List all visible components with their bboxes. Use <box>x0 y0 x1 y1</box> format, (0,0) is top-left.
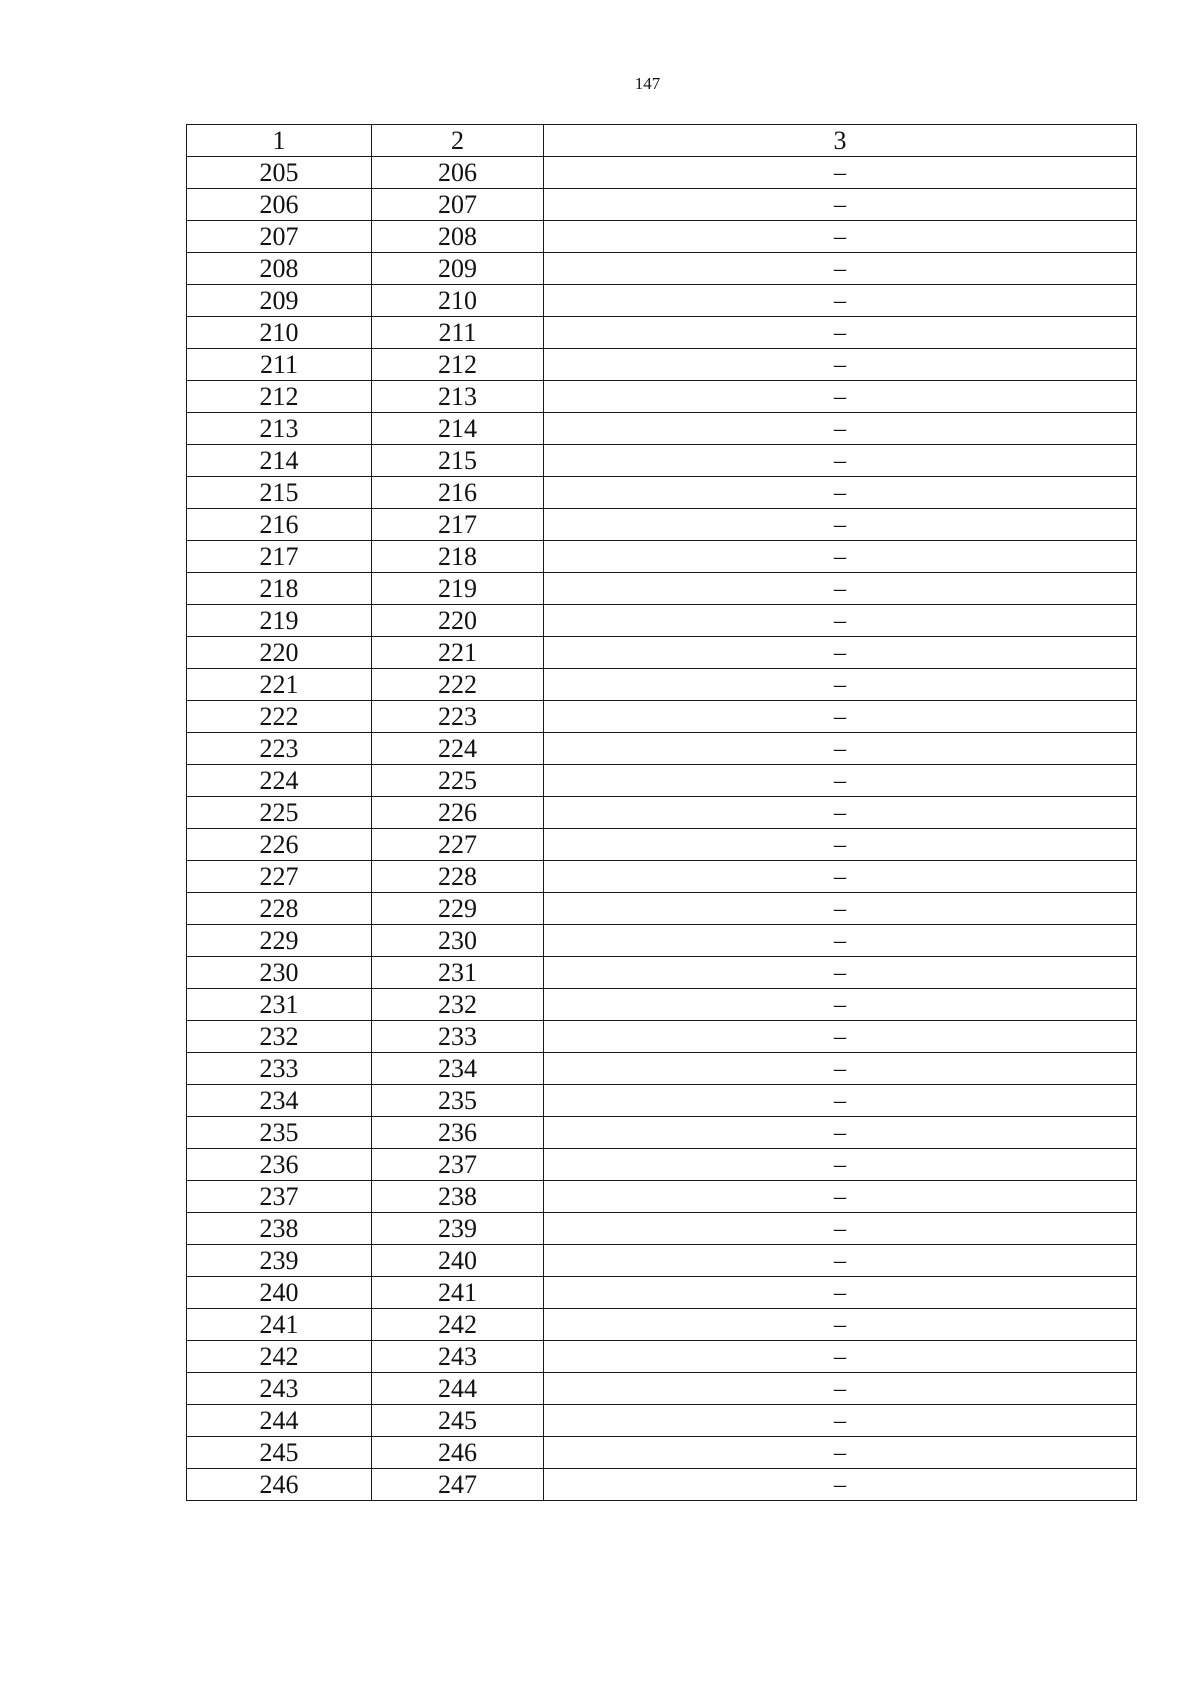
data-table <box>186 124 1137 1501</box>
cell-col-2: 227 <box>372 829 544 861</box>
cell-col-2: 211 <box>372 317 544 349</box>
data-table-container <box>186 124 1137 1501</box>
cell-col-2: 230 <box>372 925 544 957</box>
cell-col-1: 219 <box>187 605 372 637</box>
cell-col-2: 224 <box>372 733 544 765</box>
cell-col-3: – <box>544 445 1137 477</box>
cell-col-1: 212 <box>187 381 372 413</box>
cell-col-1: 240 <box>187 1277 372 1309</box>
table-row <box>187 893 1137 925</box>
table-row <box>187 701 1137 733</box>
cell-col-1: 216 <box>187 509 372 541</box>
cell-col-1: 210 <box>187 317 372 349</box>
cell-col-2: 223 <box>372 701 544 733</box>
column-header-1: 1 <box>187 125 372 157</box>
cell-col-3: – <box>544 733 1137 765</box>
cell-col-2: 209 <box>372 253 544 285</box>
cell-col-3: – <box>544 189 1137 221</box>
cell-col-1: 230 <box>187 957 372 989</box>
cell-col-1: 218 <box>187 573 372 605</box>
cell-col-2: 239 <box>372 1213 544 1245</box>
cell-col-1: 217 <box>187 541 372 573</box>
table-row <box>187 989 1137 1021</box>
cell-col-1: 207 <box>187 221 372 253</box>
cell-col-1: 211 <box>187 349 372 381</box>
table-row <box>187 1245 1137 1277</box>
cell-col-2: 218 <box>372 541 544 573</box>
cell-col-1: 221 <box>187 669 372 701</box>
cell-col-3: – <box>544 925 1137 957</box>
cell-col-1: 235 <box>187 1117 372 1149</box>
cell-col-3: – <box>544 957 1137 989</box>
cell-col-1: 209 <box>187 285 372 317</box>
cell-col-3: – <box>544 253 1137 285</box>
cell-col-3: – <box>544 797 1137 829</box>
table-row <box>187 669 1137 701</box>
table-row <box>187 1213 1137 1245</box>
cell-col-1: 205 <box>187 157 372 189</box>
cell-col-2: 208 <box>372 221 544 253</box>
cell-col-3: – <box>544 1245 1137 1277</box>
table-row <box>187 1277 1137 1309</box>
cell-col-3: – <box>544 1469 1137 1501</box>
cell-col-2: 247 <box>372 1469 544 1501</box>
cell-col-2: 236 <box>372 1117 544 1149</box>
cell-col-1: 213 <box>187 413 372 445</box>
table-row <box>187 1309 1137 1341</box>
cell-col-2: 214 <box>372 413 544 445</box>
cell-col-3: – <box>544 573 1137 605</box>
table-header <box>187 125 1137 157</box>
table-row <box>187 957 1137 989</box>
cell-col-1: 214 <box>187 445 372 477</box>
cell-col-3: – <box>544 1437 1137 1469</box>
table-row <box>187 1117 1137 1149</box>
cell-col-2: 212 <box>372 349 544 381</box>
cell-col-3: – <box>544 1181 1137 1213</box>
cell-col-2: 213 <box>372 381 544 413</box>
table-row <box>187 509 1137 541</box>
table-row <box>187 1341 1137 1373</box>
table-row <box>187 1405 1137 1437</box>
cell-col-2: 233 <box>372 1021 544 1053</box>
cell-col-1: 206 <box>187 189 372 221</box>
cell-col-1: 239 <box>187 1245 372 1277</box>
cell-col-3: – <box>544 1277 1137 1309</box>
cell-col-1: 244 <box>187 1405 372 1437</box>
cell-col-3: – <box>544 317 1137 349</box>
table-row <box>187 733 1137 765</box>
cell-col-3: – <box>544 637 1137 669</box>
cell-col-2: 219 <box>372 573 544 605</box>
cell-col-2: 242 <box>372 1309 544 1341</box>
cell-col-3: – <box>544 509 1137 541</box>
table-row <box>187 797 1137 829</box>
column-header-3: 3 <box>544 125 1137 157</box>
cell-col-2: 207 <box>372 189 544 221</box>
cell-col-2: 243 <box>372 1341 544 1373</box>
cell-col-1: 241 <box>187 1309 372 1341</box>
table-row <box>187 925 1137 957</box>
table-row <box>187 1437 1137 1469</box>
cell-col-1: 215 <box>187 477 372 509</box>
cell-col-3: – <box>544 1021 1137 1053</box>
table-row <box>187 541 1137 573</box>
cell-col-3: – <box>544 1309 1137 1341</box>
cell-col-3: – <box>544 541 1137 573</box>
cell-col-2: 235 <box>372 1085 544 1117</box>
table-row <box>187 381 1137 413</box>
cell-col-2: 237 <box>372 1149 544 1181</box>
cell-col-2: 234 <box>372 1053 544 1085</box>
cell-col-3: – <box>544 221 1137 253</box>
cell-col-1: 242 <box>187 1341 372 1373</box>
cell-col-2: 231 <box>372 957 544 989</box>
cell-col-1: 228 <box>187 893 372 925</box>
cell-col-3: – <box>544 349 1137 381</box>
cell-col-3: – <box>544 1085 1137 1117</box>
cell-col-1: 237 <box>187 1181 372 1213</box>
cell-col-2: 245 <box>372 1405 544 1437</box>
table-row <box>187 317 1137 349</box>
table-row <box>187 1085 1137 1117</box>
cell-col-2: 246 <box>372 1437 544 1469</box>
cell-col-1: 223 <box>187 733 372 765</box>
table-row <box>187 189 1137 221</box>
cell-col-3: – <box>544 701 1137 733</box>
table-row <box>187 1373 1137 1405</box>
table-row <box>187 1181 1137 1213</box>
table-row <box>187 221 1137 253</box>
cell-col-2: 217 <box>372 509 544 541</box>
cell-col-3: – <box>544 413 1137 445</box>
cell-col-3: – <box>544 861 1137 893</box>
table-row <box>187 1053 1137 1085</box>
cell-col-1: 229 <box>187 925 372 957</box>
cell-col-1: 236 <box>187 1149 372 1181</box>
cell-col-1: 220 <box>187 637 372 669</box>
cell-col-3: – <box>544 669 1137 701</box>
cell-col-1: 233 <box>187 1053 372 1085</box>
cell-col-2: 244 <box>372 1373 544 1405</box>
cell-col-1: 246 <box>187 1469 372 1501</box>
cell-col-1: 238 <box>187 1213 372 1245</box>
cell-col-2: 238 <box>372 1181 544 1213</box>
cell-col-3: – <box>544 477 1137 509</box>
table-body <box>187 157 1137 1501</box>
table-row <box>187 605 1137 637</box>
column-header-2: 2 <box>372 125 544 157</box>
cell-col-3: – <box>544 829 1137 861</box>
cell-col-3: – <box>544 157 1137 189</box>
cell-col-3: – <box>544 381 1137 413</box>
cell-col-1: 245 <box>187 1437 372 1469</box>
page-number: 147 <box>634 74 661 93</box>
cell-col-3: – <box>544 1117 1137 1149</box>
cell-col-3: – <box>544 285 1137 317</box>
table-row <box>187 829 1137 861</box>
cell-col-3: – <box>544 1053 1137 1085</box>
cell-col-2: 225 <box>372 765 544 797</box>
table-row <box>187 413 1137 445</box>
cell-col-3: – <box>544 1373 1137 1405</box>
cell-col-2: 210 <box>372 285 544 317</box>
cell-col-1: 232 <box>187 1021 372 1053</box>
cell-col-1: 208 <box>187 253 372 285</box>
cell-col-2: 220 <box>372 605 544 637</box>
table-row <box>187 477 1137 509</box>
table-row <box>187 285 1137 317</box>
cell-col-3: – <box>544 1149 1137 1181</box>
cell-col-2: 221 <box>372 637 544 669</box>
cell-col-3: – <box>544 765 1137 797</box>
cell-col-2: 240 <box>372 1245 544 1277</box>
cell-col-3: – <box>544 605 1137 637</box>
table-row <box>187 861 1137 893</box>
cell-col-2: 241 <box>372 1277 544 1309</box>
table-row <box>187 445 1137 477</box>
cell-col-2: 215 <box>372 445 544 477</box>
cell-col-1: 243 <box>187 1373 372 1405</box>
table-row <box>187 1469 1137 1501</box>
table-row <box>187 1149 1137 1181</box>
cell-col-3: – <box>544 893 1137 925</box>
cell-col-2: 206 <box>372 157 544 189</box>
cell-col-3: – <box>544 1213 1137 1245</box>
table-row <box>187 573 1137 605</box>
table-row <box>187 349 1137 381</box>
cell-col-1: 224 <box>187 765 372 797</box>
cell-col-1: 234 <box>187 1085 372 1117</box>
cell-col-1: 222 <box>187 701 372 733</box>
cell-col-2: 226 <box>372 797 544 829</box>
cell-col-1: 231 <box>187 989 372 1021</box>
table-row <box>187 253 1137 285</box>
cell-col-2: 222 <box>372 669 544 701</box>
header-row <box>187 125 1137 157</box>
table-row <box>187 1021 1137 1053</box>
cell-col-1: 226 <box>187 829 372 861</box>
cell-col-2: 232 <box>372 989 544 1021</box>
cell-col-3: – <box>544 1405 1137 1437</box>
cell-col-1: 225 <box>187 797 372 829</box>
cell-col-1: 227 <box>187 861 372 893</box>
table-row <box>187 157 1137 189</box>
cell-col-2: 228 <box>372 861 544 893</box>
table-row <box>187 637 1137 669</box>
cell-col-3: – <box>544 989 1137 1021</box>
table-row <box>187 765 1137 797</box>
cell-col-2: 216 <box>372 477 544 509</box>
cell-col-2: 229 <box>372 893 544 925</box>
cell-col-3: – <box>544 1341 1137 1373</box>
